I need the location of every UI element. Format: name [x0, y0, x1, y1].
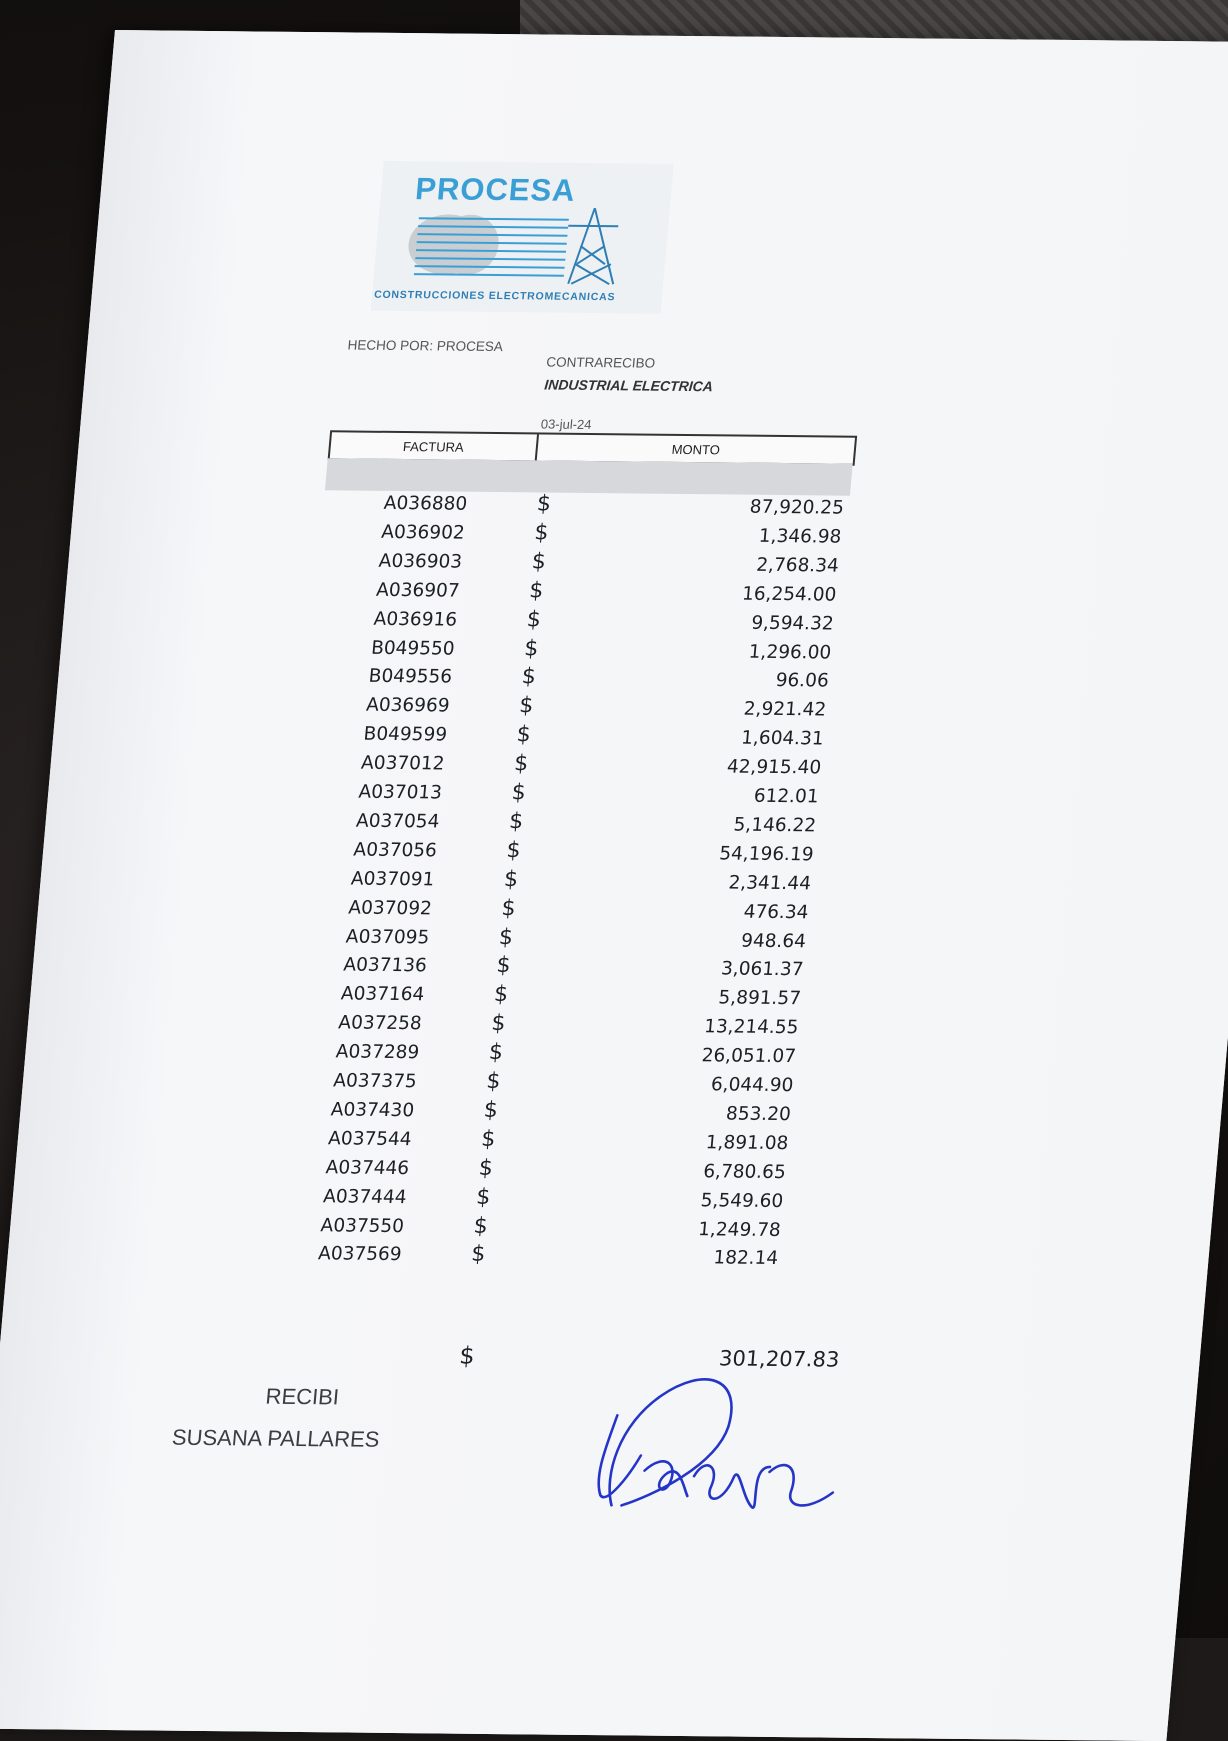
invoice-number: A036969 — [365, 694, 451, 717]
table-row — [295, 810, 857, 844]
currency-symbol: $ — [533, 520, 550, 546]
currency-symbol: $ — [523, 635, 540, 661]
invoice-amount: 5,146.22 — [732, 814, 817, 837]
invoice-number: A036916 — [372, 608, 458, 631]
invoice-amount: 1,249.78 — [697, 1218, 782, 1241]
table-row — [317, 550, 879, 584]
invoice-number: A037550 — [319, 1214, 405, 1237]
invoice-amount: 1,891.08 — [704, 1132, 790, 1154]
logo-tower-graphic — [373, 206, 670, 289]
invoice-amount: 9,594.32 — [750, 612, 835, 635]
invoice-amount: 2,921.42 — [742, 698, 828, 721]
invoice-number: A037569 — [317, 1243, 403, 1266]
document-page — [0, 30, 1228, 1741]
table-row — [289, 868, 851, 902]
table-row — [264, 1156, 826, 1190]
received-label: RECIBI — [264, 1383, 341, 1410]
invoice-number: B049599 — [362, 723, 448, 746]
invoice-amount: 6,780.65 — [702, 1160, 787, 1183]
invoice-amount: 5,549.60 — [699, 1189, 785, 1212]
currency-symbol: $ — [492, 982, 510, 1008]
table-row — [282, 954, 844, 988]
currency-symbol: $ — [477, 1155, 494, 1181]
table-row — [312, 608, 874, 642]
table-row — [287, 896, 849, 930]
made-by-label: HECHO POR: PROCESA — [347, 337, 504, 355]
currency-symbol: $ — [508, 809, 525, 835]
table-row — [277, 1012, 839, 1046]
client-name: INDUSTRIAL ELECTRICA — [543, 376, 714, 395]
table-row — [300, 752, 862, 786]
invoice-amount: 54,196.19 — [718, 843, 815, 866]
invoice-amount: 853.20 — [725, 1103, 792, 1126]
invoice-amount: 5,891.57 — [717, 987, 802, 1010]
currency-symbol: $ — [528, 578, 545, 604]
column-header-monto: MONTO — [671, 441, 721, 457]
table-row — [269, 1099, 831, 1133]
document-date: 03-jul-24 — [540, 416, 593, 433]
currency-symbol: $ — [510, 780, 527, 806]
currency-symbol: $ — [487, 1040, 505, 1066]
invoice-number: A036880 — [382, 492, 469, 515]
invoice-number: A037444 — [322, 1185, 408, 1208]
logo-title: PROCESA — [413, 171, 578, 208]
header-shading — [325, 458, 853, 495]
currency-symbol: $ — [530, 549, 547, 575]
company-logo — [371, 161, 674, 314]
column-header-factura: FACTURA — [330, 432, 539, 460]
total-amount: 301,207.83 — [718, 1346, 841, 1372]
invoice-amount: 1,346.98 — [758, 525, 843, 548]
currency-symbol: $ — [475, 1184, 492, 1210]
invoice-number: A037054 — [355, 810, 441, 833]
invoice-amount: 2,768.34 — [755, 554, 840, 577]
invoice-amount: 612.01 — [752, 785, 820, 808]
invoice-number: A037446 — [324, 1156, 410, 1179]
invoice-amount: 476.34 — [742, 901, 810, 923]
document-type: CONTRARECIBO — [545, 354, 656, 371]
invoice-amount: 1,296.00 — [747, 641, 833, 664]
invoice-number: A037095 — [345, 925, 431, 948]
invoice-amount: 42,915.40 — [726, 756, 823, 779]
invoice-number: A036903 — [377, 550, 463, 573]
logo-subtitle: CONSTRUCCIONES ELECTROMECANICAS — [373, 288, 616, 304]
handwritten-signature — [580, 1355, 865, 1528]
table-row — [305, 694, 867, 728]
invoice-number: A037092 — [347, 897, 433, 919]
invoice-number: A037013 — [357, 781, 443, 804]
currency-symbol: $ — [470, 1242, 487, 1268]
currency-symbol: $ — [480, 1126, 497, 1152]
currency-symbol: $ — [472, 1213, 489, 1239]
invoice-amount: 948.64 — [740, 930, 807, 952]
invoice-amount: 16,254.00 — [741, 583, 838, 606]
currency-symbol: $ — [503, 866, 520, 892]
invoice-number: A037289 — [334, 1041, 421, 1064]
invoice-number: A037012 — [360, 752, 446, 775]
invoice-number: A037544 — [327, 1128, 413, 1150]
currency-symbol: $ — [485, 1068, 502, 1095]
invoice-number: A037258 — [337, 1012, 423, 1035]
invoice-number: A037136 — [342, 954, 428, 977]
invoice-number: A037430 — [329, 1099, 415, 1122]
invoice-amount: 26,051.07 — [700, 1045, 797, 1068]
receiver-name: SUSANA PALLARES — [170, 1424, 381, 1452]
currency-symbol: $ — [535, 491, 553, 517]
invoice-amount: 2,341.44 — [727, 872, 812, 895]
currency-symbol: $ — [497, 924, 515, 950]
currency-symbol: $ — [515, 722, 532, 748]
invoice-amount: 96.06 — [774, 670, 830, 692]
table-row — [320, 521, 882, 555]
invoice-number: B049556 — [367, 666, 453, 688]
invoice-amount: 3,061.37 — [720, 958, 805, 981]
invoice-number: A036907 — [375, 579, 461, 602]
invoice-number: A037091 — [350, 868, 436, 891]
invoice-number: A037164 — [339, 983, 426, 1006]
currency-symbol: $ — [500, 895, 517, 921]
table-row — [274, 1041, 836, 1075]
invoice-amount: 1,604.31 — [740, 727, 825, 750]
currency-symbol: $ — [482, 1097, 499, 1123]
table-row — [262, 1185, 824, 1219]
currency-symbol: $ — [518, 693, 535, 719]
currency-symbol: $ — [525, 606, 542, 633]
invoice-amount: 87,920.25 — [748, 496, 845, 519]
invoice-number: A036902 — [380, 521, 466, 544]
table-row — [257, 1243, 819, 1277]
invoice-number: B049550 — [370, 637, 456, 660]
invoice-amount: 182.14 — [712, 1247, 780, 1270]
currency-symbol: $ — [513, 751, 530, 777]
currency-symbol: $ — [520, 664, 537, 690]
currency-symbol: $ — [495, 953, 512, 979]
table-row — [302, 723, 864, 757]
invoice-number: A037375 — [332, 1070, 418, 1093]
currency-symbol: $ — [505, 837, 522, 864]
total-currency: $ — [458, 1341, 476, 1370]
invoice-number: A037056 — [352, 839, 438, 862]
currency-symbol: $ — [490, 1011, 507, 1037]
invoice-amount: 6,044.90 — [710, 1074, 795, 1097]
invoice-amount: 13,214.55 — [703, 1016, 800, 1039]
table-row — [307, 665, 869, 699]
table-row — [315, 579, 877, 613]
